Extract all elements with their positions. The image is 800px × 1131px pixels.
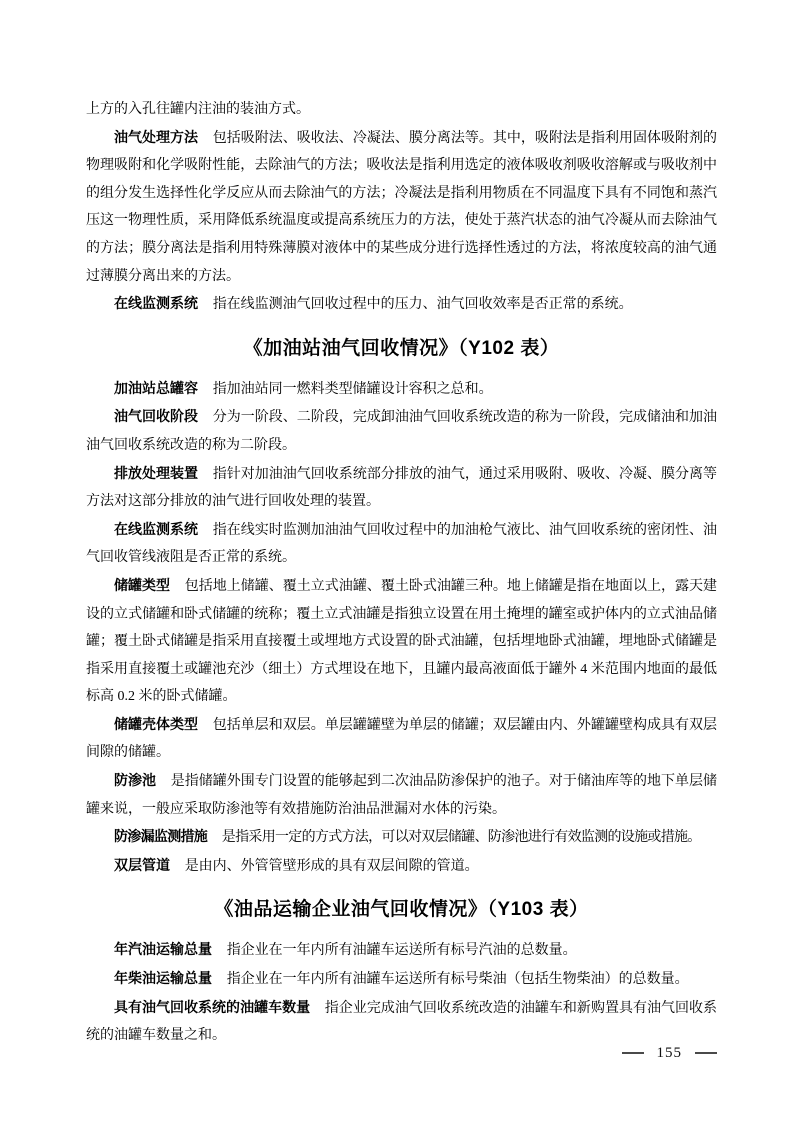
definition-text: 指在线实时监测加油油气回收过程中的加油枪气液比、油气回收系统的密闭性、油气回收管线液阻是否正常的系统。 (86, 522, 718, 566)
definition-text: 指加油站同一燃料类型储罐设计容积之总和。 (212, 381, 493, 397)
definition-paragraph (86, 711, 717, 767)
definition-text: 指在线监测油气回收过程中的压力、油气回收效率是否正常的系统。 (212, 297, 633, 313)
section-title-y103: 《油品运输企业油气回收情况》（Y103 表） (214, 899, 589, 921)
definition-paragraph (86, 403, 717, 459)
term-label: 在线监测系统 (114, 295, 198, 312)
term-label: 双层管道 (114, 856, 170, 873)
definition-paragraph (86, 572, 717, 711)
definition-paragraph (86, 965, 717, 994)
term-label: 储罐壳体类型 (114, 715, 199, 732)
definition-text: 分为一阶段、二阶段，完成卸油油气回收系统改造的称为一阶段，完成储油和加油油气回收系统改造的称为二阶段。 (86, 410, 718, 453)
definition-text: 是指采用一定的方式方法，可以对双层储罐、防渗池进行有效监测的设施或措施。 (221, 830, 701, 846)
term-label: 在线监测系统 (114, 520, 199, 537)
continuation-paragraph (86, 96, 717, 124)
definition-text: 是指储罐外围专门设置的能够起到二次油品防渗保护的池子。对于储油库等的地下单层储罐来说，一般应采取防渗池等有效措施防治油品泄漏对水体的污染。 (86, 774, 718, 817)
definition-paragraph (86, 852, 717, 881)
term-label: 年汽油运输总量 (114, 941, 212, 958)
definition-paragraph (86, 124, 717, 291)
document-content (86, 96, 717, 1050)
term-label: 具有油气回收系统的油罐车数量 (114, 998, 311, 1015)
definition-paragraph (86, 290, 717, 319)
term-label: 年柴油运输总量 (114, 970, 212, 987)
definition-paragraph (86, 460, 717, 516)
definition-text: 指企业在一年内所有油罐车运送所有标号柴油（包括生物柴油）的总数量。 (226, 972, 689, 988)
definition-paragraph (86, 516, 717, 572)
continuation-text: 上方的入孔往罐内注油的装油方式。 (86, 102, 310, 117)
definition-paragraph (86, 375, 717, 404)
footer-left-dash (622, 1052, 644, 1054)
term-label: 储罐类型 (114, 576, 171, 593)
page-footer (622, 1043, 718, 1063)
term-label: 油气处理方法 (114, 128, 199, 145)
definition-paragraph (86, 767, 717, 823)
term-label: 防渗池 (114, 772, 157, 789)
definition-paragraph (86, 823, 717, 852)
term-label: 排放处理装置 (114, 464, 199, 481)
definition-paragraph (86, 936, 717, 965)
term-label: 防渗漏监测措施 (114, 828, 208, 845)
definition-text: 指企业完成油气回收系统改造的油罐车和新购置具有油气回收系统的油罐车数量之和。 (86, 1000, 718, 1044)
definition-paragraph (86, 994, 717, 1050)
section-title-y102: 《加油站油气回收情况》（Y102 表） (243, 337, 560, 359)
page-number: 155 (656, 1045, 682, 1061)
term-label: 加油站总罐容 (114, 379, 198, 396)
definition-text: 包括地上储罐、覆土立式油罐、覆土卧式油罐三种。地上储罐是指在地面以上，露天建设的立式储罐和卧式储罐的统称；覆土立式油罐是指独立设置在用土掩埋的罐室或护体内的立式油品储罐；覆土卧式储罐是指采用直接覆土或埋地方式设置的卧式油罐，包括埋地卧式油罐，埋地卧式储罐是指采用直接覆土或罐池充沙（细土）方式埋设在地下，且罐内最高液面低于罐外 4 米范围内地面的最低标高 0.2 米的卧式储罐。 (86, 578, 717, 705)
definition-text: 包括单层和双层。单层罐罐壁为单层的储罐；双层罐由内、外罐罐壁构成具有双层间隙的储罐。 (86, 717, 718, 761)
term-label: 油气回收阶段 (114, 408, 199, 425)
definition-text: 指企业在一年内所有油罐车运送所有标号汽油的总数量。 (226, 943, 577, 959)
definition-text: 包括吸附法、吸收法、冷凝法、膜分离法等。其中，吸附法是指利用固体吸附剂的物理吸附和化学吸附性能，去除油气的方法；吸收法是指利用选定的液体吸收剂吸收溶解或与吸收剂中的组分发生选择性化学反应从而去除油气的方法；冷凝法是指利用物质在不同温度下具有不同饱和蒸汽压这一物理性质，采用降低系统温度或提高系统压力的方法，使处于蒸汽状态的油气冷凝从而去除油气的方法；膜分离法是指利用特殊薄膜对液体中的某些成分进行选择性透过的方法，将浓度较高的油气通过薄膜分离出来的方法。 (86, 130, 718, 284)
footer-right-dash (695, 1052, 717, 1054)
definition-text: 是由内、外管管壁形成的具有双层间隙的管道。 (184, 858, 479, 874)
definition-text: 指针对加油油气回收系统部分排放的油气，通过采用吸附、吸收、冷凝、膜分离等方法对这部分排放的油气进行回收处理的装置。 (86, 466, 718, 510)
